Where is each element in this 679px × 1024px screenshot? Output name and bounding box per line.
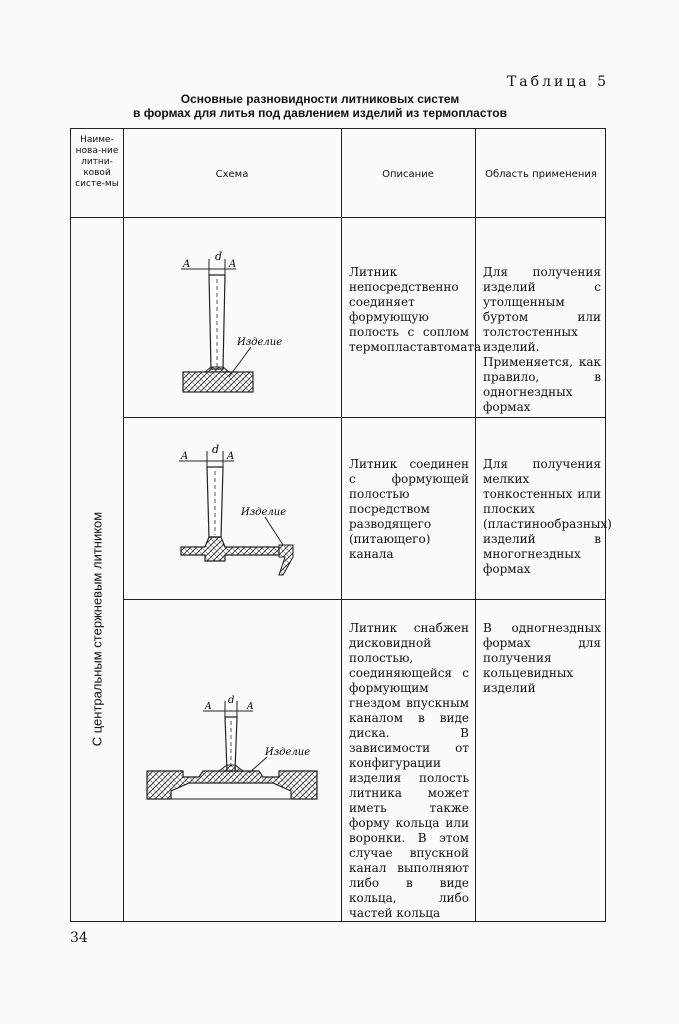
scheme-disk-sprue: [141, 687, 341, 827]
header-divider: [71, 217, 605, 218]
row-divider: [123, 417, 605, 418]
title-line-2: в формах для литья под давлением изделий из термопластов: [133, 106, 507, 120]
row-divider: [123, 599, 605, 600]
section-a-label: A: [247, 702, 254, 712]
runner-channel: [181, 537, 279, 561]
product-part: [183, 372, 253, 392]
product-label: Изделие: [265, 747, 311, 758]
dim-d-label: d: [228, 695, 235, 706]
row1-description: Литник непосредственно соединяет формующую полость с соплом термопластавтомата: [349, 265, 482, 354]
section-a-label: A: [181, 451, 189, 462]
row1-area: Для получения изделий с утолщенным буртом или толстостенных изделий. Применяется, как правило, в одногнездных формах: [483, 265, 601, 414]
section-a-label: A: [229, 259, 237, 270]
header-name: Наиме-нова-ние литни-ковой систе-мы: [75, 135, 119, 189]
col-divider: [123, 129, 124, 921]
header-area: Область применения: [485, 169, 597, 180]
col-divider: [475, 129, 476, 921]
row2-area: Для получения мелких тонкостенных или плоских (пластинообразных) изделий в многогнездных формах: [483, 457, 612, 576]
col-divider: [341, 129, 342, 921]
scheme-runner-sprue: [169, 437, 319, 587]
dim-d-label: d: [212, 443, 220, 456]
section-a-label: A: [205, 702, 212, 712]
dim-d-label: d: [215, 250, 223, 263]
scheme-direct-sprue: [171, 247, 321, 407]
header-description: Описание: [382, 169, 434, 180]
table-number: Таблица 5: [506, 74, 609, 90]
group-label: [71, 429, 123, 829]
section-a-label: A: [183, 259, 191, 270]
table-title: [60, 92, 580, 120]
header-scheme: Схема: [215, 169, 249, 180]
row2-description: Литник соединен с формующей полостью посредством разводящего (питающего) канала: [349, 457, 469, 561]
disk-product: [147, 771, 317, 799]
product-label: Изделие: [241, 507, 287, 518]
section-a-label: A: [227, 451, 235, 462]
product-part: [279, 545, 293, 575]
row3-description: Литник снабжен дисковидной полостью, соединяющейся с формующим гнездом впускным каналом в виде диска. В зависимости от конфигурации изделия полость литника может иметь также форму кольца или воронки. В этом случае впускной канал выполняют либо в виде кольца, либо частей кольца: [349, 621, 469, 920]
main-table: [70, 128, 612, 922]
sprue-base: [205, 367, 229, 372]
product-label: Изделие: [237, 337, 283, 348]
row3-area: В одногнездных формах для получения кольцевидных изделий: [483, 621, 601, 695]
group-label-text: С центральным стержневым литником: [89, 511, 105, 747]
leader-line: [265, 517, 283, 545]
disk-cavity: [219, 765, 243, 771]
page-number: 34: [70, 930, 88, 946]
title-line-1: Основные разновидности литниковых систем: [180, 92, 460, 106]
